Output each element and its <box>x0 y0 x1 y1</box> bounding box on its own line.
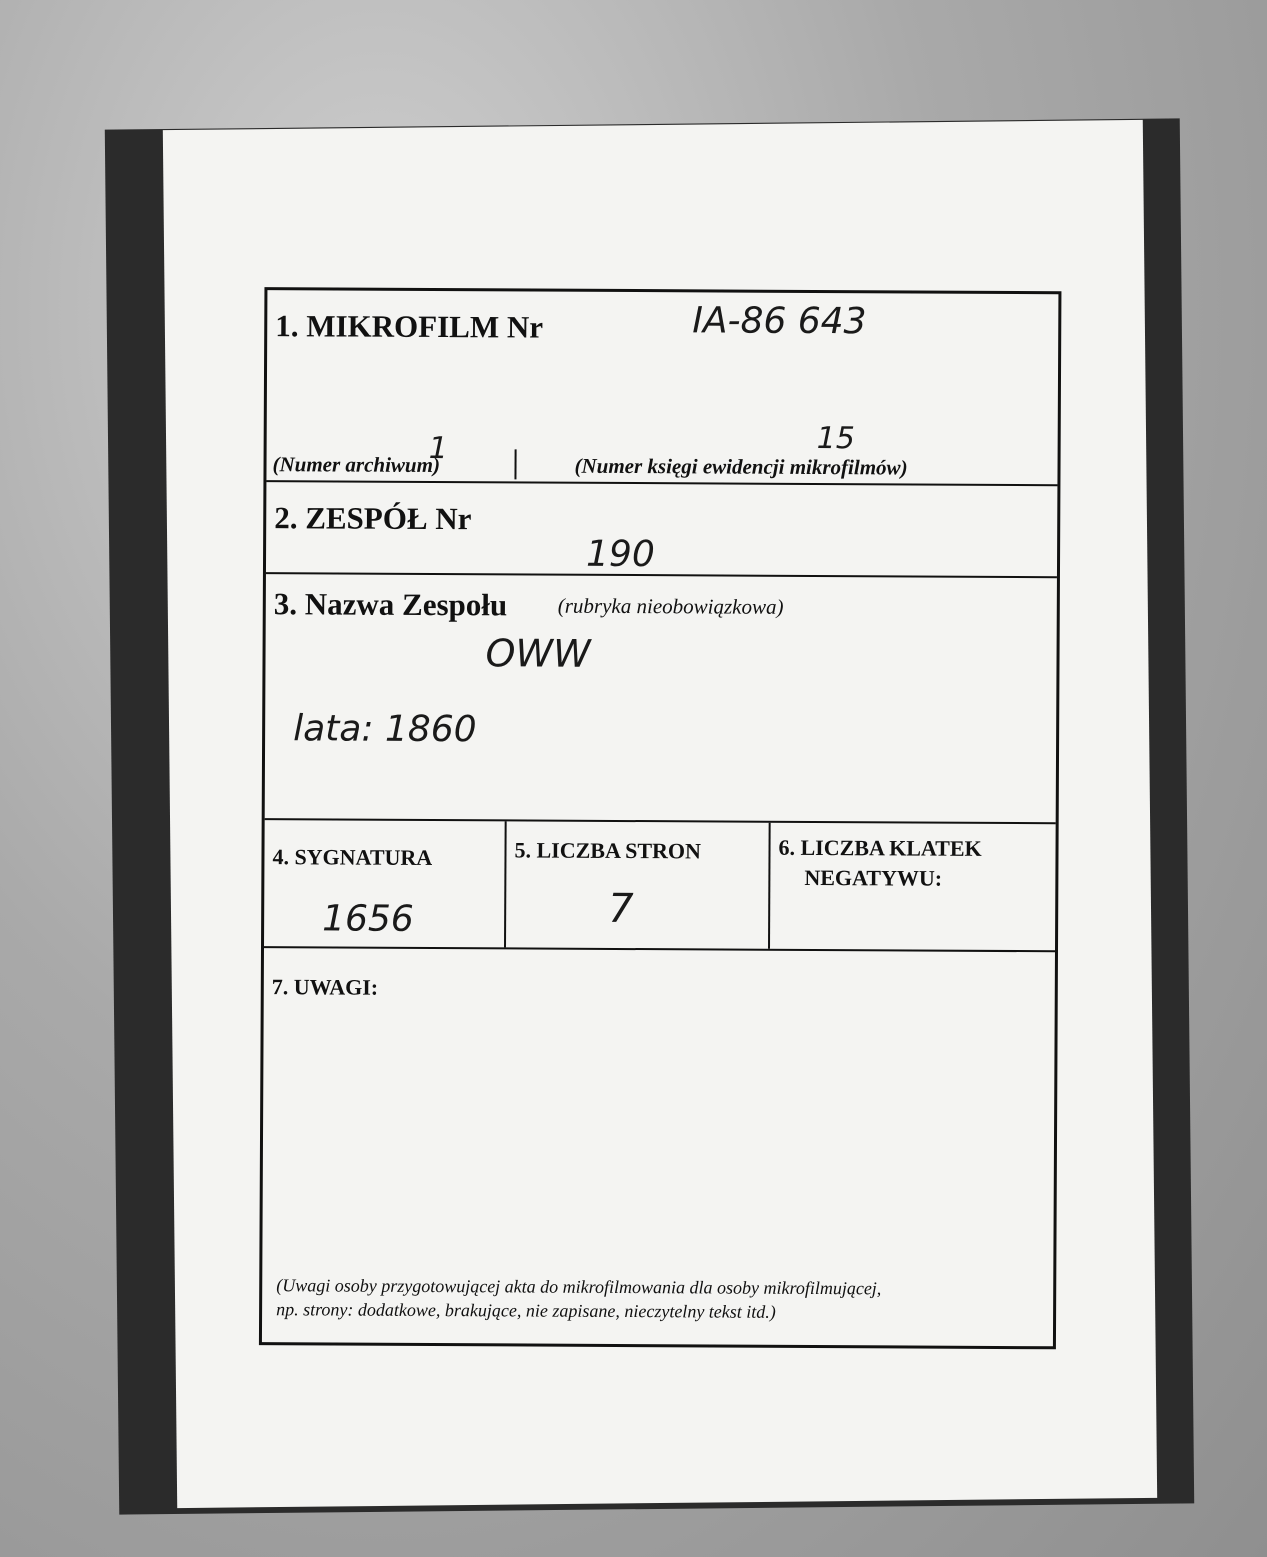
fond-name-note: (rubryka nieobowiązkowa) <box>557 593 784 619</box>
section-fond-name <box>265 574 1057 824</box>
archive-caption: (Numer archiwum) <box>272 452 441 478</box>
signature-value: 1656 <box>322 898 414 940</box>
fond-name-value: OWW <box>485 631 591 676</box>
pages-value: 7 <box>608 885 634 933</box>
pages-cell <box>506 821 769 948</box>
section-remarks <box>262 948 1055 1347</box>
section-details <box>264 820 1056 952</box>
fond-name-label: 3. Nazwa Zespołu <box>273 586 508 623</box>
remarks-footnote-line1: (Uwagi osoby przygotowującej akta do mikrofilmowania dla osoby mikrofilmującej, <box>276 1275 882 1299</box>
register-number: 15 <box>816 421 855 457</box>
pages-label: 5. LICZBA STRON <box>514 837 702 864</box>
fond-label: 2. ZESPÓŁ Nr <box>274 500 472 537</box>
frames-label-line1: 6. LICZBA KLATEK <box>778 834 982 861</box>
microfilm-number: IA-86 643 <box>692 300 867 343</box>
fond-number: 190 <box>585 533 655 576</box>
microfilm-label: 1. MIKROFILM Nr <box>275 308 544 345</box>
register-caption: (Numer księgi ewidencji mikrofilmów) <box>574 453 908 480</box>
form-table <box>259 287 1062 1349</box>
section-fond <box>266 482 1057 578</box>
frames-cell <box>770 823 1056 950</box>
archive-number: 1 <box>428 430 448 467</box>
signature-label: 4. SYGNATURA <box>272 844 433 870</box>
fond-years: lata: 1860 <box>293 708 477 751</box>
remarks-footnote-line2: np. strony: dodatkowe, brakujące, nie zapisane, nieczytelny tekst itd.) <box>276 1299 776 1322</box>
frames-label-line2: NEGATYWU: <box>804 864 943 891</box>
section-microfilm <box>266 290 1058 486</box>
microfilm-card <box>163 120 1157 1508</box>
caption-divider <box>514 449 516 479</box>
remarks-label: 7. UWAGI: <box>271 974 379 1000</box>
signature-cell <box>264 820 505 947</box>
